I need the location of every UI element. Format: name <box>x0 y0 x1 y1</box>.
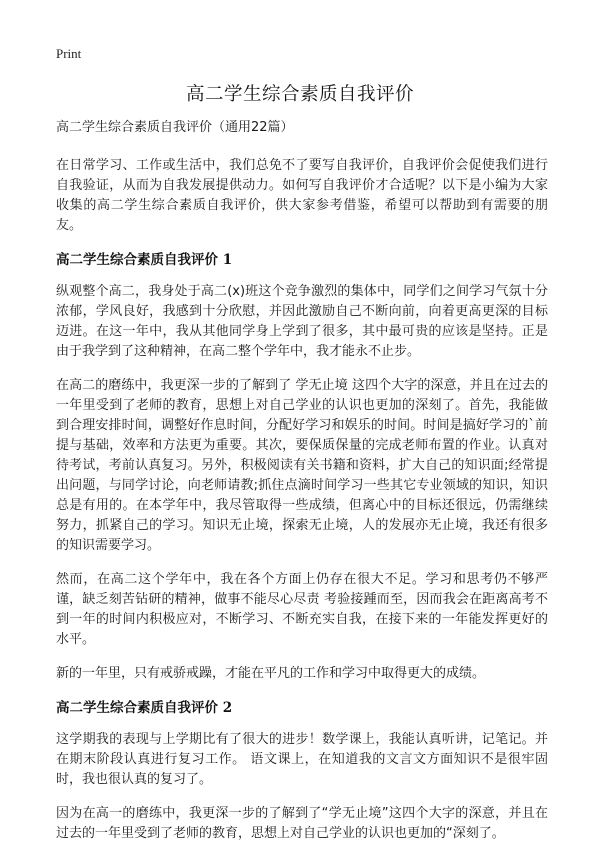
print-link[interactable]: Print <box>56 46 82 61</box>
article-subtitle: 高二学生综合素质自我评价（通用22篇） <box>56 120 294 135</box>
article-body <box>56 118 548 858</box>
section-heading-1: 高二学生综合素质自我评价 1 <box>56 252 233 268</box>
section-1-paragraph-4: 新的一年里，只有戒骄戒躁，才能在平凡的工作和学习中取得更大的成绩。 <box>56 666 486 681</box>
section-2-paragraph-1: 这学期我的表现与上学期比有了很大的进步！数学课上，我能认真听讲，记笔记。并在期末阶段认真进行复习工作。 语文课上，在知道我的文言文方面知识不是很牢固时，我也很认真的复习了。 <box>56 732 548 787</box>
section-heading-2: 高二学生综合素质自我评价 2 <box>56 700 233 716</box>
intro-paragraph: 在日常学习、工作或生活中，我们总免不了要写自我评价，自我评价会促使我们进行自我验证，从而为自我发展提供动力。如何写自我评价才合适呢？以下是小编为大家收集的高二学生综合素质自我评价，供大家参考借鉴，希望可以帮助到有需要的朋友。 <box>56 158 548 233</box>
section-1-paragraph-3: 然而，在高二这个学年中，我在各个方面上仍存在很大不足。学习和思考仍不够严谨，缺乏刻苦钻研的精神，做事不能尽心尽责 考验接踵而至，因而我会在距离高考不到一年的时间内积极应对，不断学习、不断充实自我，在接下来的一年能发挥更好的水平。 <box>56 572 548 647</box>
section-1-paragraph-2: 在高二的磨练中，我更深一步的了解到了 学无止境 这四个大字的深意，并且在过去的一年里受到了老师的教育，思想上对自己学业的认识也更加的深刻了。首先，我能做到合理安排时间，调整好作息时间，分配好学习和娱乐的时间。时间是搞好学习的`前提与基础，效率和方法更为重要。其次，要保质保量的完成老师布置的作业。认真对待考试，考前认真复习。另外，积极阅读有关书籍和资料，扩大自己的知识面;经常提出问题，与同学讨论，向老师请教;抓住点滴时间学习一些其它专业领域的知识，知识总是有用的。在本学年中，我尽管取得一些成绩，但离心中的目标还很远，仍需继续努力，抓紧自己的学习。知识无止境，探索无止境，人的发展亦无止境，我还有很多的知识需要学习。 <box>56 378 548 553</box>
section-2-paragraph-2: 因为在高一的磨练中，我更深一步的了解到了“学无止境”这四个大字的深意，并且在过去的一年里受到了老师的教育，思想上对自己学业的认识也更加的“深刻了。 <box>56 806 548 841</box>
section-1-paragraph-1: 纵观整个高二，我身处于高二(x)班这个竞争激烈的集体中，同学们之间学习气氛十分浓郁，学风良好，我感到十分欣慰，并因此激励自己不断向前，向着更高更深的目标迈进。在这一年中，我从其他同学身上学到了很多，其中最可贵的应该是坚持。正是由于我学到了这种精神，在高二整个学年中，我才能永不止步。 <box>56 284 548 359</box>
page-title: 高二学生综合素质自我评价 <box>185 84 414 105</box>
